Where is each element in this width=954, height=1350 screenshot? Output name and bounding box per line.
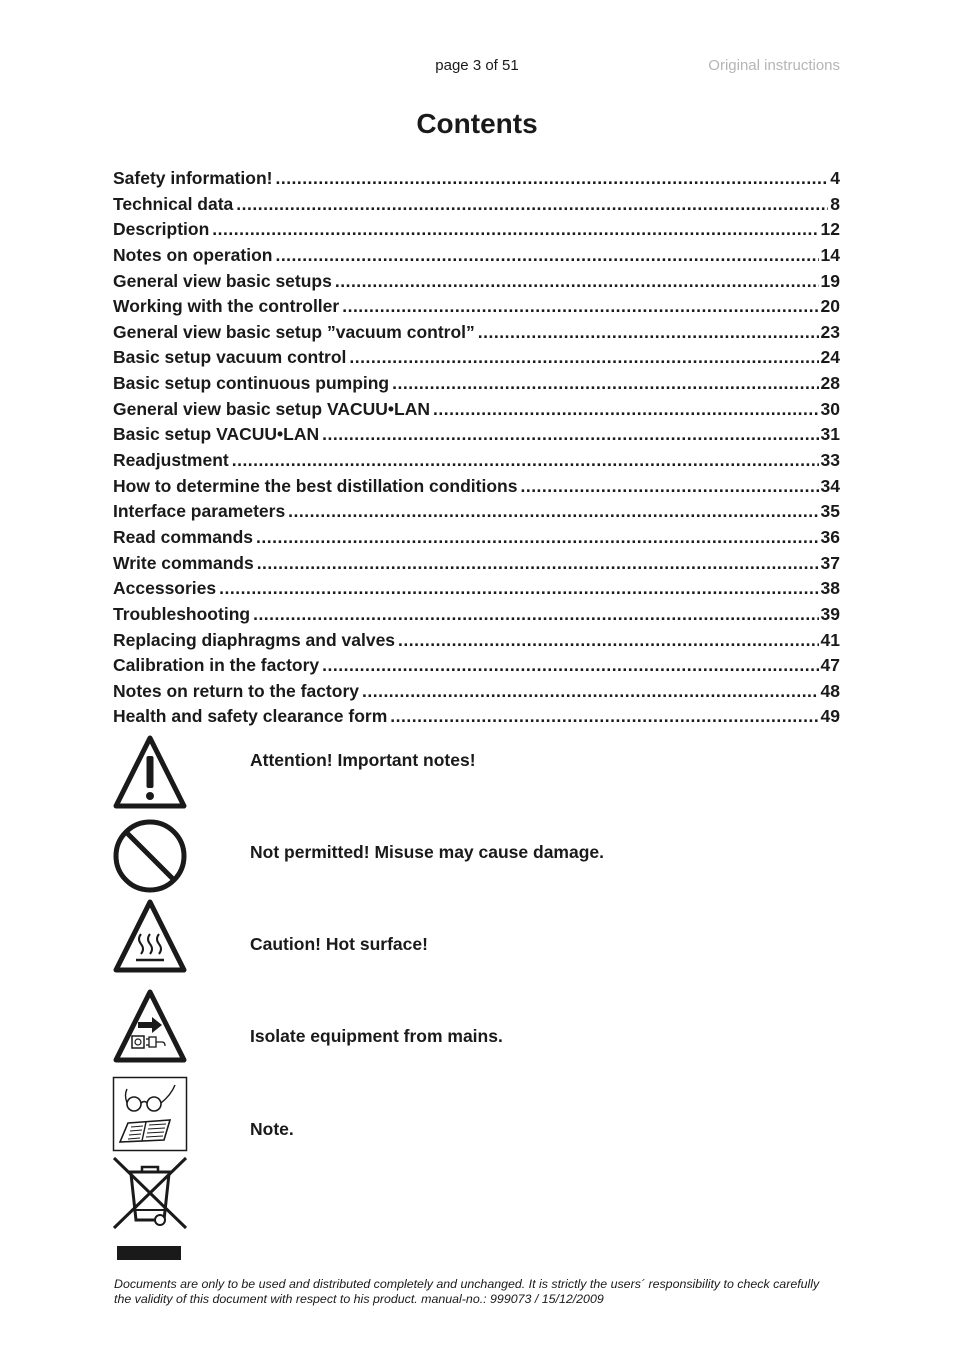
toc-leader-dots [322, 424, 818, 445]
toc-entry-title: Replacing diaphragms and valves [113, 629, 396, 650]
toc-entry-page: 4 [830, 168, 840, 188]
toc-entry-page: 14 [820, 244, 840, 265]
page-title: Contents [416, 108, 538, 139]
symbol-label-hot-surface: Caution! Hot surface! [250, 934, 428, 954]
toc-entry[interactable] [113, 219, 840, 245]
toc-leader-dots [275, 245, 818, 266]
toc-entry[interactable] [113, 527, 840, 553]
toc-entry-title: Read commands [113, 526, 254, 547]
toc-entry-title: Basic setup vacuum control [113, 347, 347, 368]
toc-leader-dots [392, 373, 818, 394]
hot-surface-icon [112, 898, 188, 974]
toc-entry-page: 23 [820, 321, 840, 342]
toc-entry-title: How to determine the best distillation conditions [113, 475, 518, 496]
symbol-label-isolate: Isolate equipment from mains. [250, 1026, 503, 1046]
toc-leader-dots [322, 655, 818, 676]
page-number: page 3 of 51 [435, 57, 519, 74]
weee-crossed-bin-icon [112, 1156, 188, 1266]
toc-entry[interactable] [113, 399, 840, 425]
toc-entry[interactable] [113, 604, 840, 630]
toc-entry-page: 31 [820, 424, 840, 445]
toc-entry-page: 24 [820, 347, 840, 368]
table-of-contents [113, 168, 840, 732]
toc-entry-title: General view basic setups [113, 270, 332, 291]
isolate-mains-icon [112, 988, 188, 1064]
toc-entry[interactable] [113, 476, 840, 502]
warning-triangle-icon [112, 734, 188, 810]
edition-note: Original instructions [708, 57, 840, 74]
toc-leader-dots [520, 476, 818, 497]
toc-entry[interactable] [113, 347, 840, 373]
toc-entry-page: 36 [820, 526, 840, 547]
toc-entry-title: Notes on return to the factory [113, 680, 359, 701]
toc-entry[interactable] [113, 245, 840, 271]
toc-leader-dots [349, 347, 818, 368]
toc-entry-page: 49 [820, 706, 840, 727]
footer-disclaimer [114, 1277, 854, 1307]
toc-entry-title: Interface parameters [113, 501, 286, 522]
toc-entry-title: Accessories [113, 578, 217, 599]
toc-leader-dots [232, 450, 819, 471]
toc-entry[interactable] [113, 194, 840, 220]
toc-entry[interactable] [113, 630, 840, 656]
toc-entry-title: Basic setup VACUU•LAN [113, 424, 320, 445]
toc-entry[interactable] [113, 553, 840, 579]
toc-leader-dots [478, 322, 819, 343]
toc-entry-page: 37 [820, 552, 840, 573]
toc-entry[interactable] [113, 296, 840, 322]
note-glasses-book-icon [112, 1076, 188, 1152]
footer-line-1: Documents are only to be used and distributed completely and unchanged. It is strictly the users´ responsibility to check carefully [114, 1277, 820, 1291]
toc-entry-title: Basic setup continuous pumping [113, 373, 390, 394]
toc-leader-dots [288, 501, 818, 522]
toc-leader-dots [342, 296, 818, 317]
toc-entry-title: Working with the controller [113, 296, 340, 317]
toc-entry-page: 41 [820, 629, 840, 650]
toc-entry-page: 20 [820, 296, 840, 317]
toc-leader-dots [212, 219, 818, 240]
toc-entry-title: Technical data [113, 193, 234, 214]
symbol-label-not-permitted: Not permitted! Misuse may cause damage. [250, 842, 604, 862]
toc-entry-page: 30 [820, 398, 840, 419]
symbol-label-note: Note. [250, 1119, 294, 1139]
symbol-label-attention: Attention! Important notes! [250, 750, 476, 770]
toc-entry-page: 47 [820, 655, 840, 676]
toc-entry[interactable] [113, 501, 840, 527]
toc-entry-title: Calibration in the factory [113, 655, 320, 676]
toc-entry-title: Safety information! [113, 168, 273, 188]
footer-line-2: the validity of this document with respect to his product. manual-no.: 999073 / 15/12/2009 [114, 1292, 604, 1306]
toc-entry-page: 28 [820, 373, 840, 394]
toc-entry-page: 33 [820, 450, 840, 471]
toc-entry[interactable] [113, 681, 840, 707]
toc-leader-dots [398, 630, 818, 651]
toc-entry-title: Notes on operation [113, 244, 273, 265]
toc-entry-title: Description [113, 219, 210, 240]
toc-leader-dots [253, 604, 818, 625]
toc-entry-title: Readjustment [113, 450, 229, 471]
toc-entry-page: 35 [820, 501, 840, 522]
toc-leader-dots [362, 681, 819, 702]
toc-entry-page: 12 [820, 219, 840, 240]
toc-entry[interactable] [113, 168, 840, 194]
toc-entry[interactable] [113, 578, 840, 604]
toc-leader-dots [275, 168, 828, 189]
toc-leader-dots [219, 578, 818, 599]
toc-entry-page: 8 [830, 193, 840, 214]
toc-entry[interactable] [113, 655, 840, 681]
toc-leader-dots [433, 399, 819, 420]
toc-entry[interactable] [113, 322, 840, 348]
prohibited-circle-icon [112, 818, 188, 894]
toc-leader-dots [256, 527, 818, 548]
toc-entry-page: 19 [820, 270, 840, 291]
toc-entry-title: Write commands [113, 552, 254, 573]
toc-entry-title: Troubleshooting [113, 603, 251, 624]
toc-entry-title: Health and safety clearance form [113, 706, 388, 727]
toc-entry-page: 48 [820, 680, 840, 701]
toc-entry[interactable] [113, 424, 840, 450]
toc-leader-dots [236, 194, 828, 215]
toc-entry-page: 34 [820, 475, 840, 496]
toc-entry[interactable] [113, 450, 840, 476]
toc-entry-page: 39 [820, 603, 840, 624]
toc-entry[interactable] [113, 706, 840, 732]
toc-leader-dots [335, 271, 819, 292]
toc-entry-title: General view basic setup VACUU•LAN [113, 398, 430, 419]
toc-entry-page: 38 [820, 578, 840, 599]
toc-entry-title: General view basic setup ”vacuum control” [113, 321, 475, 342]
toc-entry[interactable] [113, 271, 840, 297]
toc-leader-dots [390, 706, 818, 727]
toc-entry[interactable] [113, 373, 840, 399]
toc-leader-dots [257, 553, 819, 574]
